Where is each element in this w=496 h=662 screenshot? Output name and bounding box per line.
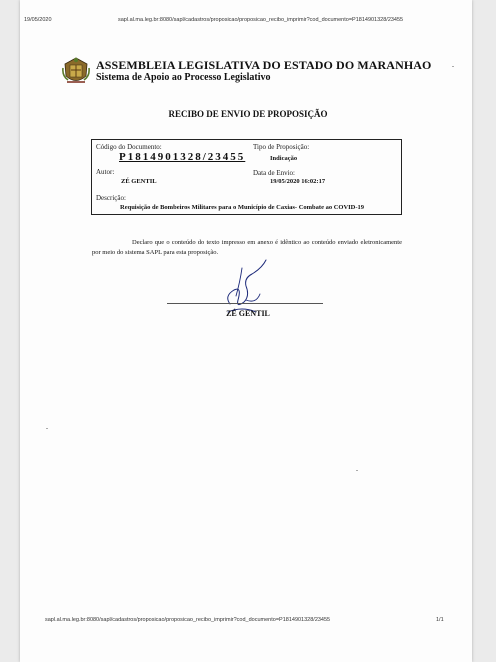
code-value: P1814901328/23455 bbox=[119, 151, 246, 163]
description-label: Descrição: bbox=[96, 194, 126, 202]
organization-name: ASSEMBLEIA LEGISLATIVA DO ESTADO DO MARANHAO bbox=[96, 58, 432, 72]
state-coat-of-arms-icon bbox=[62, 54, 90, 86]
declaration-text: Declaro que o conteúdo do texto impresso em anexo é idêntico ao conteúdo enviado eletronicamente por meio do sistema SAPL para esta proposição. bbox=[92, 239, 402, 256]
type-value: Indicação bbox=[270, 155, 298, 162]
author-label: Autor: bbox=[96, 168, 115, 176]
print-url: sapl.al.ma.leg.br:8080/sapl/cadastros/proposicao/proposicao_recibo_imprimir?cod_documento=P1814901328/23455 bbox=[118, 17, 404, 23]
print-date: 19/05/2020 bbox=[24, 17, 52, 23]
type-label: Tipo de Proposição: bbox=[253, 143, 310, 151]
document-title: RECIBO DE ENVIO DE PROPOSIÇÃO bbox=[168, 109, 328, 119]
date-value: 19/05/2020 16:02:17 bbox=[270, 178, 326, 185]
signature-line bbox=[167, 303, 323, 304]
scan-speck bbox=[46, 428, 48, 429]
proposition-info-box bbox=[91, 139, 402, 215]
description-value: Requisição de Bombeiros Militares para o Município de Caxias- Combate ao COVID-19 bbox=[120, 204, 365, 211]
scan-speck bbox=[452, 66, 454, 67]
scan-speck bbox=[356, 470, 358, 471]
author-value: ZÉ GENTIL bbox=[121, 178, 157, 185]
document-page bbox=[20, 0, 472, 662]
date-label: Data de Envio: bbox=[253, 169, 295, 177]
page-number: 1/1 bbox=[436, 617, 444, 623]
footer-url: sapl.al.ma.leg.br:8080/sapl/cadastros/proposicao/proposicao_recibo_imprimir?cod_documento=P1814901328/23455 bbox=[45, 617, 331, 623]
organization-subtitle: Sistema de Apoio ao Processo Legislativo bbox=[96, 72, 271, 83]
signer-name: ZÉ GENTIL bbox=[226, 309, 270, 318]
code-label: Código do Documento: bbox=[96, 143, 162, 151]
